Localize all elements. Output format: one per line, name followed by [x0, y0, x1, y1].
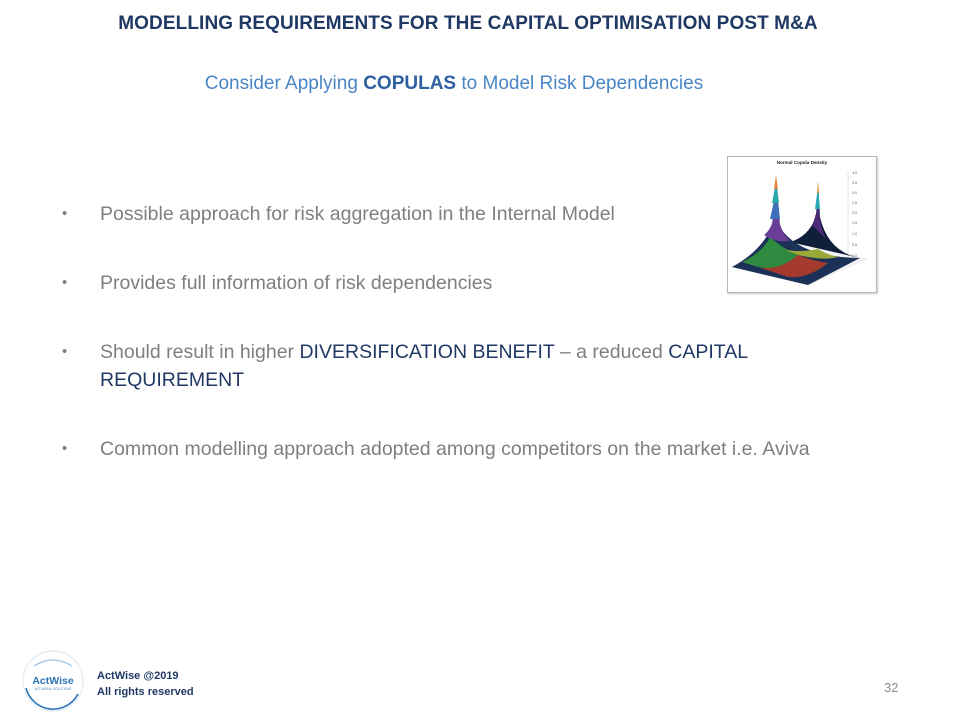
footer-copyright: ActWise @2019: [97, 670, 179, 682]
axis-tick-label: 3.0: [852, 191, 857, 195]
bullet-text: Common modelling approach adopted among competitors on the market i.e. Aviva: [100, 438, 810, 460]
subtitle-emphasis: COPULAS: [363, 73, 457, 94]
slide-title: MODELLING REQUIREMENTS FOR THE CAPITAL OPTIMISATION POST M&A: [118, 13, 818, 34]
bullet-dot: •: [62, 205, 68, 222]
axis-tick-label: 2.0: [852, 211, 857, 215]
figure-title: Normal Copula Density: [776, 160, 828, 165]
copula-density-figure: [727, 156, 877, 293]
axis-tick-label: 2.5: [852, 201, 857, 205]
logo-subtext: ACTUARIAL SOLUTIONS: [34, 687, 72, 691]
bullet-item: [60, 338, 880, 394]
axis-tick-label: 4.0: [852, 171, 857, 175]
bullet-highlight-diversification: DIVERSIFICATION BENEFIT: [299, 341, 555, 363]
bullet-dot: •: [62, 343, 68, 360]
surface-teal: [772, 187, 779, 203]
copula-surface-image: [728, 157, 876, 292]
surface-blue: [770, 201, 780, 219]
surface-back-orange: [817, 182, 819, 193]
bullet-highlight-capital: CAPITAL REQUIREMENT: [100, 341, 748, 391]
bullet-dot: •: [62, 274, 68, 291]
bullet-text-part: – a reduced: [554, 341, 669, 363]
bullet-text: Provides full information of risk dependencies: [100, 272, 493, 294]
subtitle-prefix: Consider Applying: [204, 73, 364, 94]
axis-tick-label: 0.0: [852, 254, 857, 258]
axis-tick-label: 1.5: [852, 221, 857, 225]
page-number: 32: [884, 680, 899, 695]
footer-copyright-block: [97, 668, 194, 700]
bullet-dot: •: [62, 440, 68, 457]
actwise-logo: [20, 648, 86, 719]
figure-axis-ticks: [852, 171, 857, 258]
actwise-logo-icon: [20, 648, 86, 714]
subtitle-suffix: to Model Risk Dependencies: [456, 73, 704, 94]
surface-orange: [774, 175, 778, 189]
bullet-item: [60, 435, 880, 463]
axis-tick-label: 1.0: [852, 232, 857, 236]
bullet-text: Possible approach for risk aggregation in the Internal Model: [100, 203, 615, 225]
bullet-text-part: Should result in higher: [100, 341, 300, 363]
axis-tick-label: 3.5: [852, 181, 857, 185]
logo-text: ActWise: [32, 675, 74, 687]
footer-rights: All rights reserved: [97, 686, 194, 698]
axis-tick-label: 0.5: [852, 243, 857, 247]
slide-subtitle: [0, 73, 908, 95]
